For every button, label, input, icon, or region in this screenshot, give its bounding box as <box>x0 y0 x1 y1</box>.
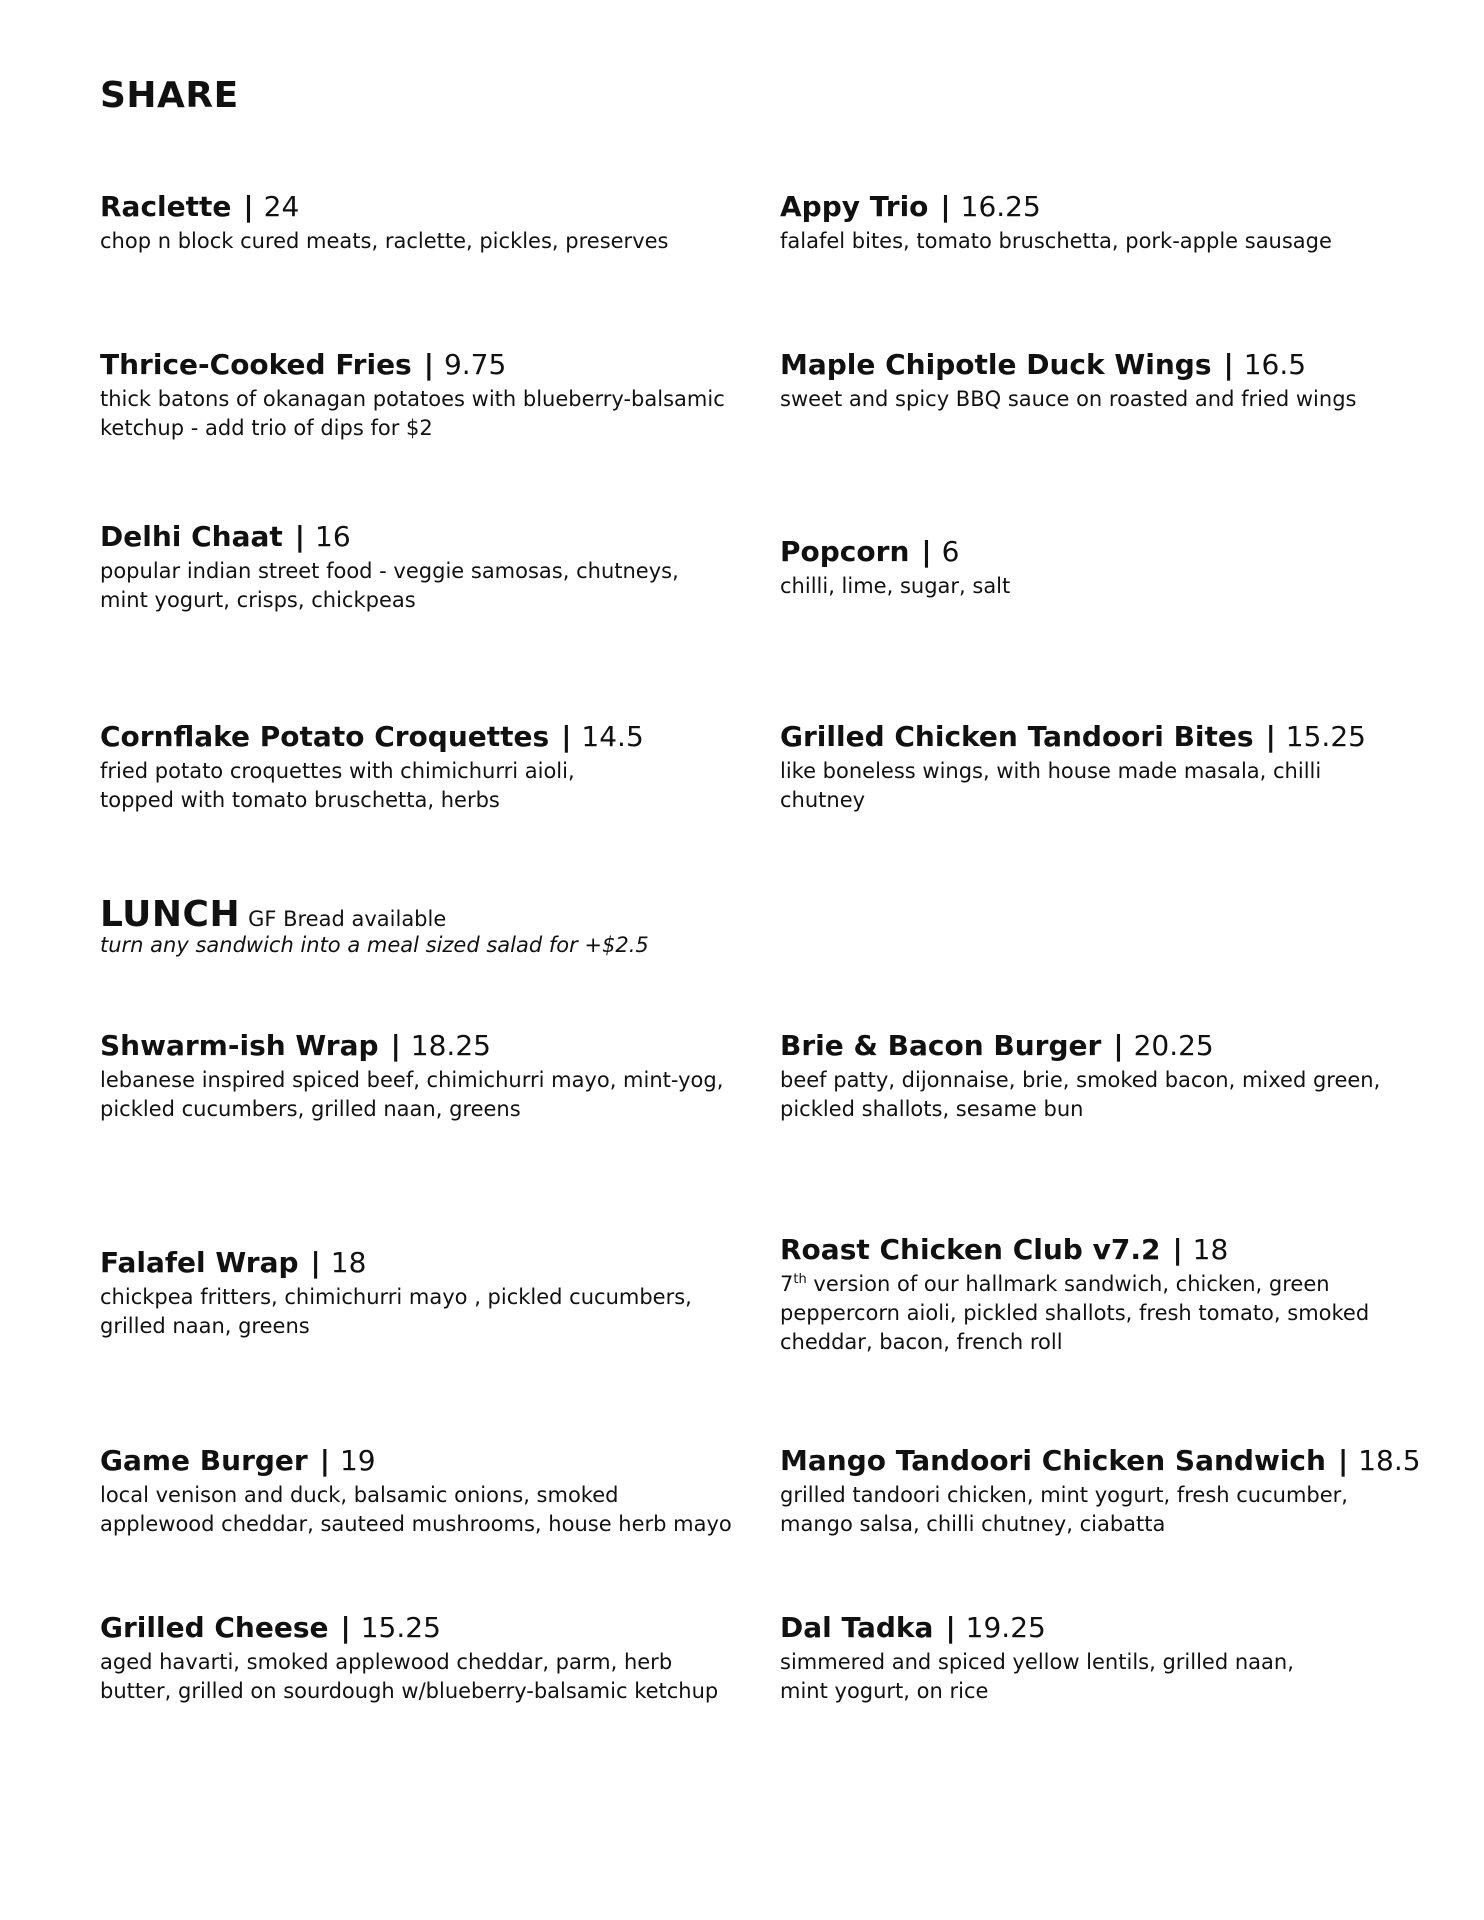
item-price: 24 <box>263 190 300 223</box>
item-heading <box>100 1029 760 1063</box>
item-name: Thrice-Cooked Fries <box>100 348 412 381</box>
item-description: thick batons of okanagan potatoes with blueberry-balsamic ketchup - add trio of dips for $2 <box>100 386 725 440</box>
menu-item-mango-tandoori-chicken-sandwich <box>780 1444 1440 1539</box>
menu-item-maple-chipotle-duck-wings <box>780 348 1440 414</box>
item-price: 19 <box>339 1444 376 1477</box>
item-heading <box>780 720 1440 754</box>
description-text: version of our hallmark sandwich, chicken, green peppercorn aioli, pickled shallots, fresh tomato, smoked cheddar, bacon, french roll <box>780 1271 1370 1354</box>
item-heading <box>100 348 760 382</box>
menu-item-thrice-cooked-fries <box>100 348 760 443</box>
lunch-section-title <box>100 894 447 935</box>
item-description: lebanese inspired spiced beef, chimichurri mayo, mint-yog, pickled cucumbers, grilled naan, greens <box>100 1067 724 1121</box>
menu-item-falafel-wrap <box>100 1246 760 1341</box>
item-name: Delhi Chaat <box>100 520 283 553</box>
item-description: chop n block cured meats, raclette, pickles, preserves <box>100 228 669 253</box>
item-description: popular indian street food - veggie samosas, chutneys, mint yogurt, crisps, chickpeas <box>100 558 679 612</box>
item-description: local venison and duck, balsamic onions, smoked applewood cheddar, sauteed mushrooms, house herb mayo <box>100 1482 732 1536</box>
ordinal-suffix: th <box>793 1271 807 1287</box>
item-heading <box>780 190 1440 224</box>
item-separator: | <box>1223 348 1234 381</box>
item-separator: | <box>940 190 951 223</box>
item-separator: | <box>294 520 305 553</box>
menu-item-dal-tadka <box>780 1611 1440 1706</box>
item-name: Falafel Wrap <box>100 1246 299 1279</box>
item-name: Roast Chicken Club v7.2 <box>780 1233 1161 1266</box>
menu-item-brie-bacon-burger <box>780 1029 1440 1124</box>
item-name: Mango Tandoori Chicken Sandwich <box>780 1444 1326 1477</box>
item-name: Grilled Chicken Tandoori Bites <box>780 720 1254 753</box>
item-heading <box>780 1233 1440 1267</box>
menu-item-delhi-chaat <box>100 520 760 615</box>
item-description: chickpea fritters, chimichurri mayo , pickled cucumbers, grilled naan, greens <box>100 1284 692 1338</box>
menu-item-cornflake-potato-croquettes <box>100 720 760 815</box>
item-heading <box>100 1611 760 1645</box>
gf-bread-note: GF Bread available <box>248 907 447 931</box>
item-price: 15.25 <box>1285 720 1366 753</box>
item-separator: | <box>1172 1233 1183 1266</box>
item-name: Cornflake Potato Croquettes <box>100 720 550 753</box>
item-separator: | <box>1337 1444 1349 1477</box>
menu-item-popcorn <box>780 535 1440 601</box>
item-heading <box>780 1611 1440 1645</box>
item-name: Appy Trio <box>780 190 929 223</box>
share-section-title: SHARE <box>100 75 239 116</box>
item-heading <box>780 1444 1440 1478</box>
item-price: 19.25 <box>965 1611 1046 1644</box>
item-heading <box>780 535 1440 569</box>
item-price: 18.25 <box>410 1029 491 1062</box>
menu-item-roast-chicken-club <box>780 1233 1440 1357</box>
item-heading <box>100 190 760 224</box>
item-heading <box>100 520 760 554</box>
item-separator: | <box>561 720 572 753</box>
item-name: Dal Tadka <box>780 1611 934 1644</box>
item-price: 16 <box>315 520 351 553</box>
item-description: like boneless wings, with house made masala, chilli chutney <box>780 758 1322 812</box>
item-description: beef patty, dijonnaise, brie, smoked bacon, mixed green, pickled shallots, sesame bun <box>780 1067 1381 1121</box>
menu-item-shwarm-ish-wrap <box>100 1029 760 1124</box>
item-name: Grilled Cheese <box>100 1611 329 1644</box>
item-separator: | <box>1113 1029 1124 1062</box>
item-price: 14.5 <box>581 720 644 753</box>
item-separator: | <box>921 535 932 568</box>
item-separator: | <box>319 1444 330 1477</box>
item-description: chilli, lime, sugar, salt <box>780 573 1011 598</box>
item-price: 18.5 <box>1358 1444 1421 1477</box>
lunch-title-text: LUNCH <box>100 894 241 935</box>
item-name: Game Burger <box>100 1444 308 1477</box>
item-separator: | <box>310 1246 321 1279</box>
item-separator: | <box>243 190 254 223</box>
item-heading <box>780 348 1440 382</box>
item-description: sweet and spicy BBQ sauce on roasted and fried wings <box>780 386 1357 411</box>
item-price: 16.25 <box>960 190 1041 223</box>
item-separator: | <box>390 1029 401 1062</box>
item-description: fried potato croquettes with chimichurri aioli, topped with tomato bruschetta, herbs <box>100 758 575 812</box>
item-separator: | <box>423 348 434 381</box>
item-description <box>780 1270 1440 1357</box>
item-price: 9.75 <box>443 348 507 381</box>
menu-item-grilled-cheese <box>100 1611 760 1706</box>
item-name: Shwarm-ish Wrap <box>100 1029 379 1062</box>
item-description: falafel bites, tomato bruschetta, pork-apple sausage <box>780 228 1332 253</box>
item-name: Popcorn <box>780 535 910 568</box>
item-price: 16.5 <box>1243 348 1307 381</box>
item-separator: | <box>340 1611 351 1644</box>
item-name: Brie & Bacon Burger <box>780 1029 1102 1062</box>
item-description: simmered and spiced yellow lentils, grilled naan, mint yogurt, on rice <box>780 1649 1294 1703</box>
salad-upgrade-note: turn any sandwich into a meal sized salad for +$2.5 <box>100 933 649 957</box>
item-heading <box>100 1444 760 1478</box>
menu-item-grilled-chicken-tandoori-bites <box>780 720 1440 815</box>
item-description: grilled tandoori chicken, mint yogurt, fresh cucumber, mango salsa, chilli chutney, ciabatta <box>780 1482 1348 1536</box>
item-heading <box>780 1029 1440 1063</box>
menu-item-raclette <box>100 190 760 256</box>
item-price: 18 <box>1192 1233 1229 1266</box>
item-separator: | <box>945 1611 956 1644</box>
item-description: aged havarti, smoked applewood cheddar, parm, herb butter, grilled on sourdough w/blueberry-balsamic ketchup <box>100 1649 719 1703</box>
item-price: 20.25 <box>1133 1029 1214 1062</box>
item-heading <box>100 720 760 754</box>
item-price: 18 <box>330 1246 367 1279</box>
version-number: 7 <box>780 1271 794 1296</box>
item-price: 6 <box>941 535 960 568</box>
item-separator: | <box>1265 720 1276 753</box>
item-name: Maple Chipotle Duck Wings <box>780 348 1212 381</box>
menu-item-appy-trio <box>780 190 1440 256</box>
item-heading <box>100 1246 760 1280</box>
item-name: Raclette <box>100 190 232 223</box>
item-price: 15.25 <box>360 1611 441 1644</box>
menu-item-game-burger <box>100 1444 760 1539</box>
